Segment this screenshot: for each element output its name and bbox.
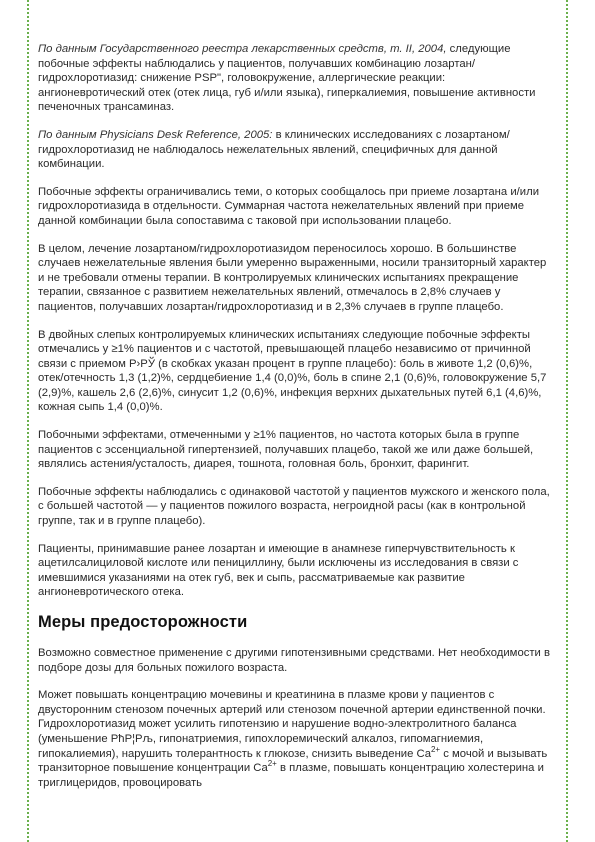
- right-dotted-border: [566, 0, 568, 842]
- paragraph-text: в клинических исследованиях с лозартаном/гидрохлоротиазид не наблюдалось нежелательных явлений, специфичных для данной комбинации.: [38, 128, 510, 171]
- document-page: [38, 42, 554, 803]
- paragraph-precautions: [38, 688, 554, 790]
- paragraph-text: Побочными эффектами, отмеченными у ≥1% пациентов, но частота которых была в группе пациентов с эссенциальной гипертензией, получавших плацебо, такой же или даже большей, являлись астения/усталость, диарея, тошнота, головная боль, бронхит, фарингит.: [38, 429, 534, 471]
- paragraph-text: с мочой и вызывать транзиторное повышение концентрации Ca: [38, 747, 548, 775]
- paragraph-text: следующие побочные эффекты наблюдались у пациентов, получавших комбинацию лозартан/гидрохлоротиазид: снижение РЅР", головокружение, аллергические реакции: ангионевротический отек (отек лица, губ и/или языка), гиперкалиемия, повышение активности печеночных трансаминаз.: [38, 43, 536, 114]
- paragraph-text: В целом, лечение лозартаном/гидрохлоротиазидом переносилось хорошо. В большинстве случаев нежелательные явления были умеренно выраженными, носили транзиторный характер и не требовали отмены терапии. В контролируемых клинических испытаниях прекращение терапии, связанное с развитием нежелательных явлений, отмечалось в 2,8% случаев у пациентов, получавших лозартан/гидрохлоротиазид и в 2,3% случаев в группе плацебо.: [38, 242, 547, 313]
- paragraph-text: в плазме, повышать концентрацию холестерина и триглицеридов, провоцировать: [38, 762, 544, 789]
- paragraph-text: Побочные эффекты наблюдались с одинаковой частотой у пациентов мужского и женского пола, с большей частотой — у пациентов пожилого возраста, негроидной расы (как в контрольной группе, так и в группе плацебо).: [38, 485, 550, 528]
- section-heading: Меры предосторожности: [38, 613, 248, 631]
- superscript: 2+: [430, 744, 441, 754]
- paragraph-pdr: [38, 128, 554, 172]
- paragraph-registry: [38, 42, 554, 115]
- paragraph-text: Может повышать концентрацию мочевины и креатинина в плазме крови у пациентов с двусторонним стенозом почечных артерий или стенозом почечной артерии единственной почки. Гидрохлоротиазид может усилить гипотензию и нарушение водно-электролитного баланса (уменьшение РћР¦Рљ, гипонатриемия, гипохлоремический алкалоз, гипомагниемия, гипокалиемия), нарушить толерантность к глюкозе, снизить выведение Ca: [38, 689, 546, 760]
- paragraph-lead: По данным Государственного реестра лекарственных средств, т. II, 2004,: [38, 43, 447, 55]
- paragraph-text: Побочные эффекты ограничивались теми, о которых сообщалось при приеме лозартана и/или гидрохлоротиазида в отдельности. Суммарная частота нежелательных явлений при приеме данной комбинации была сопоставима с таковой при использовании плацебо.: [38, 185, 540, 227]
- paragraph-text: Пациенты, принимавшие ранее лозартан и имеющие в анамнезе гиперчувствительность к ацетилсалициловой кислоте или пенициллину, были исключены из исследования в связи с имевшимися указаниями на отек губ, век и сыпь, рассматриваемые как развитие ангионевротического отека.: [38, 542, 519, 599]
- paragraph-lead: По данным Physicians Desk Reference, 2005:: [38, 128, 273, 141]
- superscript: 2+: [267, 759, 277, 769]
- left-dotted-border: [27, 0, 29, 842]
- paragraph-text: Возможно совместное применение с другими гипотензивными средствами. Нет необходимости в подборе дозы для больных пожилого возраста.: [38, 647, 551, 674]
- paragraph-text: В двойных слепых контролируемых клинических испытаниях следующие побочные эффекты отмечались у ≥1% пациентов и с частотой, превышающей плацебо независимо от причинной связи с приемом Р›РЎ (в скобках указан процент в группе плацебо): боль в животе 1,2 (0,6)%, отек/отечность 1,3 (1,2)%, сердцебиение 1,4 (0,0)%, боль в спине 2,1 (0,6)%, головокружение 5,7 (2,9)%, кашель 2,6 (2,6)%, синусит 1,2 (0,6)%, инфекция верхних дыхательных путей 6,1 (4,6)%, кожная сыпь 1,4 (0,0)%.: [38, 328, 547, 414]
